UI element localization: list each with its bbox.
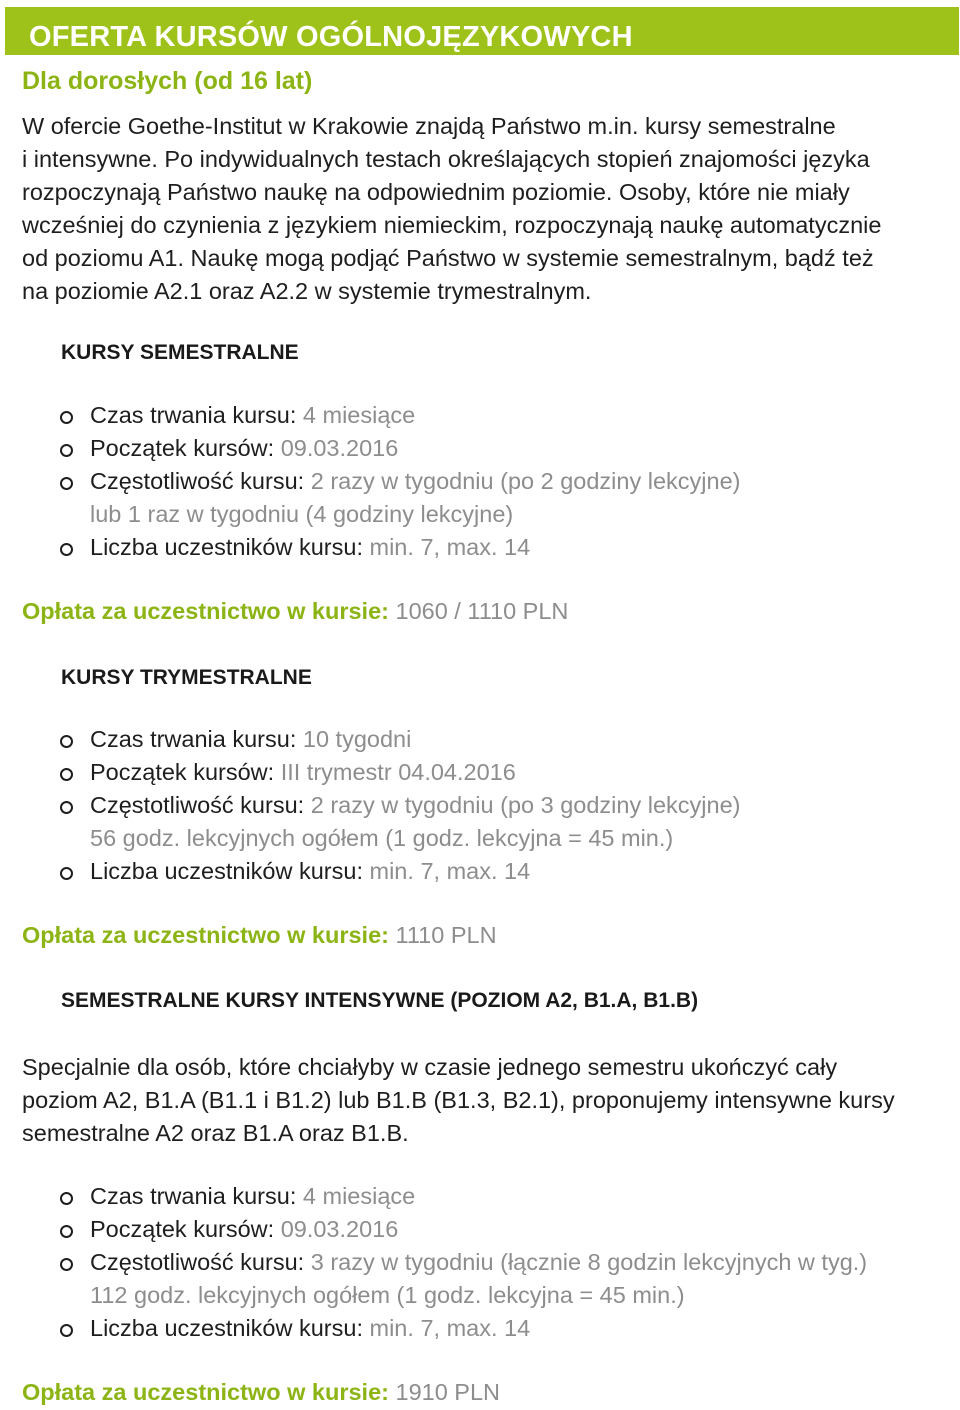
adults-subtitle: Dla dorosłych (od 16 lat)	[22, 67, 313, 95]
intro-line: wcześniej do czynienia z językiem niemieckim, rozpoczynają naukę automatycznie	[22, 212, 882, 238]
bullet-icon	[60, 735, 73, 748]
bullet-icon	[60, 768, 73, 781]
bullet-icon	[60, 444, 73, 457]
intro-line: i intensywne. Po indywidualnych testach określających stopień znajomości języka	[22, 146, 870, 172]
list-item: Częstotliwość kursu: 3 razy w tygodniu (łącznie 8 godzin lekcyjnych w tyg.)	[60, 1246, 867, 1279]
list-item: Początek kursów: III trymestr 04.04.2016	[60, 756, 740, 789]
intro-line: od poziomu A1. Naukę mogą podjąć Państwo w systemie semestralnym, bądź też	[22, 245, 874, 271]
list-item: Czas trwania kursu: 4 miesiące	[60, 1180, 867, 1213]
fee-value: 1910 PLN	[395, 1379, 501, 1405]
list-item-continuation: 112 godz. lekcyjnych ogółem (1 godz. lekcyjna = 45 min.)	[90, 1282, 685, 1308]
intensive-details-list	[60, 1180, 867, 1345]
trimester-heading: KURSY TRYMESTRALNE	[61, 666, 312, 689]
intensive-intro	[22, 1051, 895, 1150]
bullet-icon	[60, 543, 73, 556]
intensive-heading: SEMESTRALNE KURSY INTENSYWNE (POZIOM A2, B1.A, B1.B)	[61, 989, 699, 1012]
page-title: OFERTA KURSÓW OGÓLNOJĘZYKOWYCH	[29, 21, 633, 53]
intro-line: Specjalnie dla osób, które chciałyby w czasie jednego semestru ukończyć cały	[22, 1054, 838, 1080]
trimester-details-list	[60, 723, 740, 888]
bullet-icon	[60, 1225, 73, 1238]
list-item: Czas trwania kursu: 4 miesiące	[60, 399, 740, 432]
list-item: Początek kursów: 09.03.2016	[60, 1213, 867, 1246]
list-item: Częstotliwość kursu: 2 razy w tygodniu (po 2 godziny lekcyjne)	[60, 465, 740, 498]
semester-details-list	[60, 399, 740, 564]
header-banner	[5, 7, 959, 55]
list-item: Częstotliwość kursu: 2 razy w tygodniu (po 3 godziny lekcyjne)	[60, 789, 740, 822]
bullet-icon	[60, 1324, 73, 1337]
fee-label: Opłata za uczestnictwo w kursie:	[22, 598, 389, 624]
intensive-fee	[22, 1379, 500, 1406]
list-item-continuation: lub 1 raz w tygodniu (4 godziny lekcyjne)	[90, 501, 514, 527]
fee-value: 1060 / 1110 PLN	[395, 598, 569, 624]
bullet-icon	[60, 1258, 73, 1271]
bullet-icon	[60, 1192, 73, 1205]
bullet-icon	[60, 411, 73, 424]
list-item: Liczba uczestników kursu: min. 7, max. 14	[60, 531, 740, 564]
trimester-fee	[22, 922, 497, 949]
fee-label: Opłata za uczestnictwo w kursie:	[22, 1379, 389, 1405]
bullet-icon	[60, 867, 73, 880]
intro-line: W ofercie Goethe-Institut w Krakowie znajdą Państwo m.in. kursy semestralne	[22, 113, 836, 139]
adults-intro	[22, 110, 881, 308]
list-item: Liczba uczestników kursu: min. 7, max. 14	[60, 855, 740, 888]
fee-label: Opłata za uczestnictwo w kursie:	[22, 922, 389, 948]
intro-line: semestralne A2 oraz B1.A oraz B1.B.	[22, 1120, 409, 1146]
semester-fee	[22, 598, 568, 625]
list-item: Liczba uczestników kursu: min. 7, max. 14	[60, 1312, 867, 1345]
intro-line: poziom A2, B1.A (B1.1 i B1.2) lub B1.B (B1.3, B2.1), proponujemy intensywne kursy	[22, 1087, 895, 1113]
bullet-icon	[60, 801, 73, 814]
intro-line: na poziomie A2.1 oraz A2.2 w systemie trymestralnym.	[22, 278, 592, 304]
list-item: Początek kursów: 09.03.2016	[60, 432, 740, 465]
intro-line: rozpoczynają Państwo naukę na odpowiednim poziomie. Osoby, które nie miały	[22, 179, 850, 205]
list-item: Czas trwania kursu: 10 tygodni	[60, 723, 740, 756]
semester-heading: KURSY SEMESTRALNE	[61, 341, 299, 364]
fee-value: 1110 PLN	[395, 922, 497, 948]
list-item-continuation: 56 godz. lekcyjnych ogółem (1 godz. lekcyjna = 45 min.)	[90, 825, 674, 851]
bullet-icon	[60, 477, 73, 490]
